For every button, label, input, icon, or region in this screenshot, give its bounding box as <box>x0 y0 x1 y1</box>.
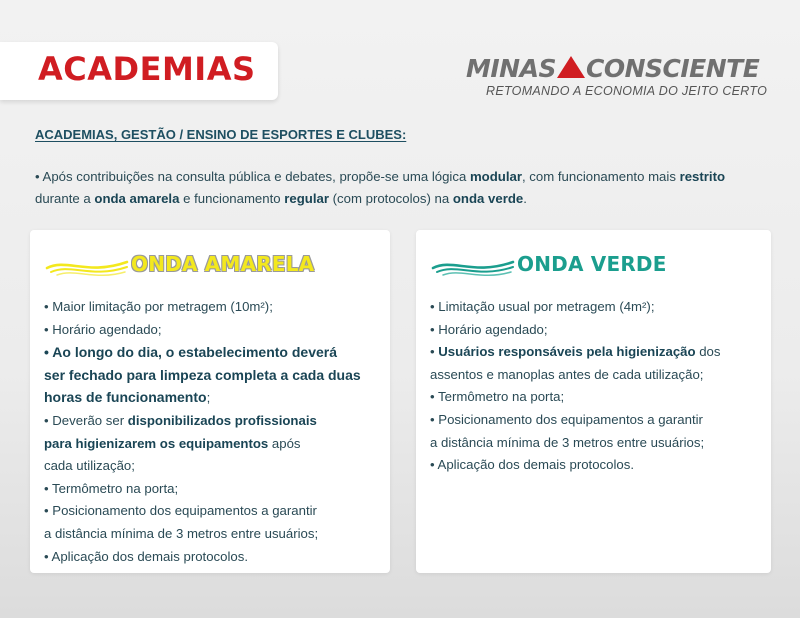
onda-verde-title: ONDA VERDE <box>517 252 667 276</box>
list-item: • Termômetro na porta; <box>44 480 179 496</box>
list-item: • Termômetro na porta; <box>430 389 565 405</box>
onda-amarela-list <box>44 296 361 568</box>
list-item: a distância mínima de 3 metros entre usuários; <box>44 525 319 541</box>
list-item: • Aplicação dos demais protocolos. <box>44 548 249 564</box>
intro-paragraph: • Após contribuições na consulta pública e debates, propõe-se uma lógica modular, com funcionamento mais restrito durante a onda amarela e funcionamento regular (com protocolos) na onda verde. <box>35 169 726 206</box>
list-item: cada utilização; <box>44 458 135 474</box>
list-item: horas de funcionamento; <box>44 389 211 406</box>
logo-word-consciente: CONSCIENTE <box>585 54 760 83</box>
list-item: • Limitação usual por metragem (4m²); <box>430 299 655 314</box>
onda-amarela-header <box>45 250 365 280</box>
list-item: para higienizarem os equipamentos após <box>44 435 301 451</box>
yellow-wave-icon <box>45 254 129 278</box>
page-title: ACADEMIAS <box>38 50 256 88</box>
list-item: • Ao longo do dia, o estabelecimento deverá <box>44 344 337 361</box>
list-item: • Deverão ser disponibilizados profissionais <box>44 412 317 428</box>
title-banner <box>0 42 278 100</box>
list-item: ser fechado para limpeza completa a cada duas <box>44 366 361 383</box>
green-wave-icon <box>431 254 515 278</box>
list-item: a distância mínima de 3 metros entre usuários; <box>430 434 705 450</box>
logo-word-minas: MINAS <box>466 54 556 83</box>
minas-consciente-logo <box>466 54 766 104</box>
red-triangle-icon <box>557 56 585 78</box>
list-item: • Maior limitação por metragem (10m²); <box>44 299 273 314</box>
onda-verde-list <box>430 296 720 477</box>
logo-tagline: RETOMANDO A ECONOMIA DO JEITO CERTO <box>486 84 768 98</box>
list-item: • Usuários responsáveis pela higienização dos <box>430 344 721 360</box>
list-item: • Horário agendado; <box>430 321 548 337</box>
section-heading: ACADEMIAS, GESTÃO / ENSINO DE ESPORTES E CLUBES: <box>35 127 407 142</box>
onda-verde-header <box>431 250 751 280</box>
onda-verde-card <box>416 230 771 573</box>
list-item: assentos e manoplas antes de cada utilização; <box>430 366 704 382</box>
list-item: • Posicionamento dos equipamentos a garantir <box>430 411 703 427</box>
onda-amarela-card <box>30 230 390 573</box>
list-item: • Posicionamento dos equipamentos a garantir <box>44 503 317 519</box>
list-item: • Horário agendado; <box>44 321 162 337</box>
list-item: • Aplicação dos demais protocolos. <box>430 457 635 473</box>
onda-amarela-title: ONDA AMARELA <box>131 252 315 276</box>
